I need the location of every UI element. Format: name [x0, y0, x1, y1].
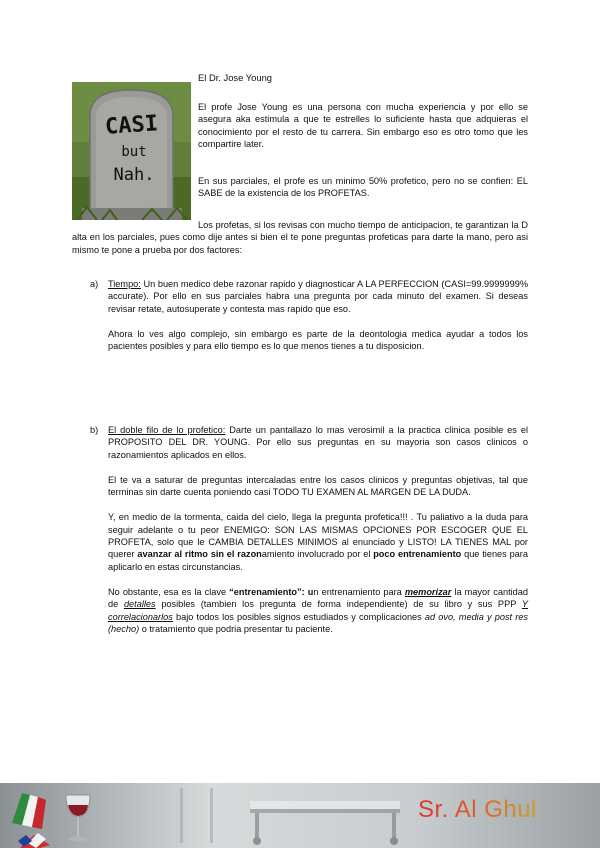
item-b-p4-italic: ad ovo, media y post res (hecho) — [108, 611, 529, 634]
list-item-double-edge — [90, 424, 528, 648]
intro-paragraph-3: Los profetas, si los revisas con mucho tiempo de anticipacion, te garantizan la D alta en los parciales, pues como dije antes si bien el te pone preguntas profeticas para darte la mano, pero asi mismo te pone a prueba por dos factores: — [72, 220, 528, 255]
item-b-p3-text-c: amiento involucrado por el — [261, 549, 374, 560]
list-item-time — [90, 278, 528, 365]
item-b-p3-bold-2: poco entrenamiento — [373, 549, 462, 560]
item-a-paragraph-2: Ahora lo ves algo complejo, sin embargo es parte de la deontologia medica ayudar a todos los pacientes posibles y para ello tiempo es lo que menos tienes a tu disposicion. — [108, 328, 528, 352]
list-marker-a: a) — [90, 279, 99, 289]
item-b-p4-detalles: detalles — [123, 599, 156, 610]
intro-paragraph-1: El profe Jose Young es una persona con mucha experiencia y por ello se asegura aka estimula a que te estrelles lo suficiente hasta que adquieras el conocimiento por el resto de tu carrera. Sin embargo eso es otro tomo que les compartire later. — [198, 102, 528, 149]
item-b-paragraph-3 — [108, 511, 528, 572]
document-title: El Dr. Jose Young — [198, 72, 273, 83]
item-b-p4-text-a: No obstante, esa es la clave — [108, 586, 230, 597]
tombstone-meme-image — [72, 82, 191, 220]
brand-label: Sr. Al Ghul — [418, 796, 537, 823]
item-a-heading: Tiempo: — [108, 279, 141, 289]
list-marker-b: b) — [90, 425, 99, 435]
item-b-p3-text-d: que tienes para aplicarlo en estas circunstancias. — [108, 549, 528, 572]
item-b-text: Darte un pantallazo lo mas verosimil a la practica clinica posible es el PROPOSITO DEL DR. YOUNG. Por ello sus preguntas en su mayoria son casos clinicos o razonamientos aplicados en ellos. — [108, 425, 528, 460]
item-a-text: Un buen medico debe razonar rapido y diagnosticar A LA PERFECCION (CASI=99.9999999% accurate). Por ello en sus parciales habra una pregunta por cada minuto del examen. Si deseas revisar retate, autosuperate y contesta mas rapido que eso. — [108, 279, 528, 314]
item-b-p4-bold: “entrenamiento”: u — [229, 586, 314, 597]
tombstone-text-but: but — [121, 144, 147, 160]
intro-paragraph-2: En sus parciales, el profe es un minimo 50% profetico, pero no se confien: EL SABE de la existencia de los PROFETAS. — [198, 176, 528, 199]
item-b-p4-text-g: posibles (tambien los pregunta de forma independiente) de su libro y sus PPP — [155, 599, 522, 610]
item-a-paragraph-1 — [108, 278, 528, 315]
item-b-p4-text-e: la mayor cantidad de — [108, 586, 528, 610]
item-b-paragraph-1 — [108, 424, 528, 461]
item-b-p4-text-c: n entrenamiento para — [313, 586, 405, 597]
footer-brand-text — [418, 791, 578, 827]
item-b-p3-text-a: Y, en medio de la tormenta, caida del cielo, llega la pregunta profetica!!! . Tu paliativo a la duda para seguir adelante o tu peor ENEMIGO: SON LAS MISMAS OPCIONES POR ESCOGER QUE EL PROFETA, solo que le CAMBIA DETALLES MINIMOS al enunciado y LISTO! LA TIENES MAL por querer — [108, 512, 528, 560]
item-b-p4-text-k: o tratamiento que podria presentar tu paciente. — [139, 623, 333, 634]
tombstone-text-casi: CASI — [104, 111, 159, 140]
item-b-p4-text-i: bajo todos los posibles signos estudiados y complicaciones — [172, 611, 425, 622]
item-b-p4-correlacionarlos: Y correlacionarlos — [108, 599, 528, 622]
item-b-heading: El doble filo de lo profetico: — [108, 425, 226, 435]
item-b-paragraph-2: El te va a saturar de preguntas intercaladas entre los casos clinicos y preguntas objetivas, tal que terminas sin darte cuenta poniendo casi TODO TU EXAMEN AL MARGEN DE LA DUDA. — [108, 474, 528, 498]
item-b-p3-bold-1: avanzar al ritmo sin el razon — [137, 549, 262, 560]
item-b-p4-memorizar: memorizar — [404, 586, 452, 597]
tombstone-text-nah: Nah. — [113, 165, 155, 185]
footer-banner — [0, 783, 600, 848]
item-b-paragraph-4 — [108, 586, 528, 635]
